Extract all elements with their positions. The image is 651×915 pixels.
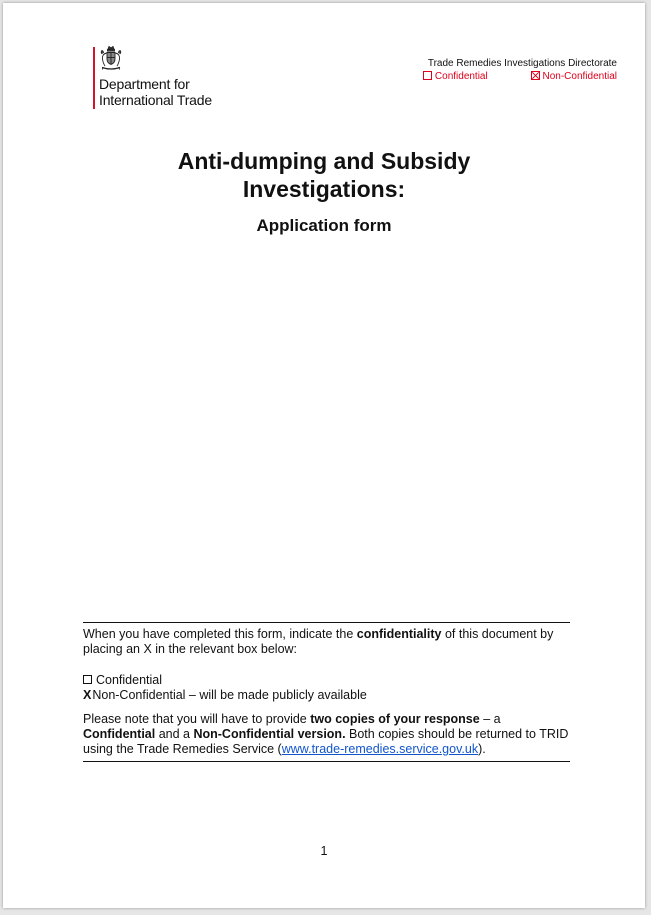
- note-text-1: Please note that you will have to provide: [83, 712, 311, 726]
- note-text-3: and a: [155, 727, 194, 741]
- directorate-name: Trade Remedies Investigations Directorate: [427, 58, 617, 69]
- document-title: [3, 147, 645, 203]
- notice-intro-text: When you have completed this form, indicate the: [83, 627, 357, 641]
- logo-accent-bar: [93, 47, 95, 109]
- copies-note: [83, 712, 570, 757]
- note-text-5: ).: [478, 742, 486, 756]
- note-bold-1: two copies of your response: [310, 712, 480, 726]
- trade-remedies-link[interactable]: www.trade-remedies.service.gov.uk: [281, 742, 479, 756]
- choice-confidential: [83, 673, 570, 688]
- checkbox-empty-icon: [83, 675, 92, 684]
- page-number: 1: [320, 844, 328, 858]
- note-bold-3: Non-Confidential version.: [193, 727, 346, 741]
- header-confidential-option: [423, 71, 488, 83]
- choice-non-confidential-label: Non-Confidential – will be made publicly available: [92, 688, 367, 702]
- department-name-line2: International Trade: [99, 92, 212, 108]
- choice-confidential-label: Confidential: [96, 673, 163, 687]
- document-subtitle: Application form: [256, 216, 392, 235]
- header-non-confidential-option: [531, 71, 618, 83]
- confidentiality-choices: [83, 673, 570, 703]
- notice-intro-text-end: of this document by placing an X in the relevant box below:: [83, 627, 554, 656]
- document-title-line2: Investigations:: [242, 176, 406, 202]
- header-confidential-label: Confidential: [434, 71, 488, 82]
- royal-coat-of-arms-icon: [99, 45, 123, 71]
- department-name: [99, 76, 212, 108]
- document-title-line1: Anti-dumping and Subsidy: [177, 148, 471, 174]
- note-bold-2: Confidential: [83, 727, 156, 741]
- note-text-4: Both copies should be returned to TRID using the Trade Remedies Service (: [83, 727, 569, 756]
- choice-non-confidential: [83, 688, 570, 703]
- x-mark: X: [83, 688, 92, 702]
- notice-intro: [83, 627, 570, 657]
- department-name-line1: Department for: [99, 76, 190, 92]
- note-text-2: – a: [479, 712, 501, 726]
- notice-intro-bold: confidentiality: [356, 627, 442, 641]
- classification-options: [423, 71, 617, 83]
- checkbox-empty-icon: [423, 71, 432, 80]
- classification-header: [423, 58, 617, 83]
- confidentiality-notice: [83, 622, 570, 762]
- checkbox-checked-icon: [531, 71, 540, 80]
- document-page: [3, 3, 645, 908]
- header-non-confidential-label: Non-Confidential: [542, 71, 617, 82]
